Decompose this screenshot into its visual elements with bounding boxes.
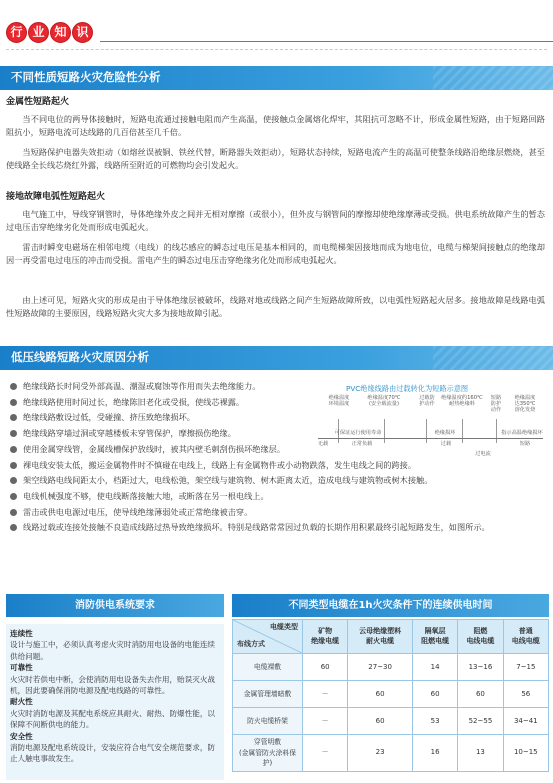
paragraph: 雷击时瞬变电磁场在相邻电缆（电线）的线芯感应的瞬态过电压是基本相同的，而电缆梯架因接地而成为地电位，电缆与梯架间接触点的绝缘却因一再受雷电过电压的冲击而受损。雷电产生的瞬态过电压击穿绝缘劣化处而形成电弧起火。 — [6, 242, 545, 265]
corner-label: 电缆类型 — [270, 623, 298, 631]
subheading-metallic-short: 金属性短路起火 — [6, 97, 70, 107]
requirement-text: 火灾时若供电中断，会使消防用电设备失去作用，贻误灭火战机，因此要确保消防电源及配电线路的可靠性。 — [10, 674, 216, 695]
bullet-icon — [10, 493, 17, 500]
list-item: 使用金属穿线管，金属线槽保护放线时，被其内壁毛刺刮伤损坏绝缘层。 — [10, 443, 295, 456]
table-cell: 13 — [458, 735, 503, 772]
table-row — [233, 735, 549, 772]
table-cell: 52~55 — [458, 708, 503, 735]
paragraph: 由上述可见，短路火灾的形成是由于导体绝缘层被破坏，线路对地或线路之间产生短路故障所致，以电弧性短路起火居多。接地故障是线路电弧性短路故障的主要原因，线路短路火灾大多为接地故障引起。 — [6, 295, 545, 318]
diagram-tick — [462, 419, 463, 443]
table-row — [233, 681, 549, 708]
table-cell: 60 — [303, 654, 348, 681]
table-header-row — [233, 620, 549, 654]
diagram-label: 过载防 护动作 — [419, 395, 435, 408]
diagram-axis — [318, 438, 543, 439]
requirement-text: 设计与施工中，必须认真考虑火灾时消防用电设备的电能连续供给问题。 — [10, 640, 216, 661]
column-header: 普通 电线电缆 — [503, 620, 548, 654]
table-cell: 34~41 — [503, 708, 548, 735]
table-cell: 27~30 — [348, 654, 413, 681]
bullet-icon — [10, 446, 17, 453]
table-row — [233, 708, 549, 735]
diagram-label: 无载 — [317, 441, 329, 447]
subheading-arc-short: 接地故障电弧性短路起火 — [6, 192, 106, 202]
requirement-heading: 安全性 — [10, 731, 33, 741]
requirement-text: 消防电源及配电系统设计，安装应符合电气安全规范要求，防止人触电事故发生。 — [10, 742, 216, 764]
paragraph: 当短路保护电器失效拒动（如熔丝误被铜、铁丝代替，断路器失效拒动），短路状态持续，短路电流产生的高温可使整条线路沿绝缘层燃烧，甚至使线路全长线芯烧红外露，线路所至附近的可燃物均会引发起火。 — [6, 147, 545, 170]
logo-char: 行 — [6, 22, 27, 43]
list-item: 绝缘线路使用时间过长，绝缘陈旧老化或受损，使线芯裸露。 — [10, 396, 295, 409]
table-cell: 60 — [348, 681, 413, 708]
list-item: 绝缘线路敷设过低，受碰撞、挤压致绝缘损坏。 — [10, 411, 295, 424]
requirement-heading: 连续性 — [10, 629, 33, 638]
column-header: 隔氧层 阻燃电缆 — [412, 620, 457, 654]
diagram-label: 绝缘温度70℃ (安全载流量) — [367, 395, 401, 408]
industry-knowledge-logo — [6, 22, 94, 44]
bullet-icon — [10, 462, 17, 469]
table-cell: 56 — [503, 681, 548, 708]
paragraph: 电气施工中，导线穿钢管时，导体绝缘外皮之间并无相对摩擦（或很小），但外皮与钢管间的摩擦却使绝缘摩薄或受损。供电系统故障产生的暂态过电压击穿绝缘劣化处而形成电弧起火。 — [6, 209, 545, 232]
table-cell: 16 — [412, 735, 457, 772]
bullet-icon — [10, 509, 17, 516]
diagram-label: 短路 防护 动作 — [490, 395, 502, 414]
table-cell: 14 — [412, 654, 457, 681]
row-label: 穿管明敷 (金属管防火涂料保护) — [233, 735, 303, 772]
paragraph: 当不同电位的两导体接触时，短路电流通过接触电阻而产生高温，使接触点金属熔化焊牢，其阻抗可忽略不计，形成金属性短路，由于短路回路阻抗小，短路电流可达线路的几百倍甚至几千倍。 — [6, 114, 545, 137]
row-label: 防火电缆桥架 — [233, 708, 303, 735]
fire-power-requirements-body — [6, 624, 224, 780]
table-corner-cell — [233, 620, 303, 654]
table-cell: － — [303, 681, 348, 708]
requirement-text: 火灾时消防电源及其配电系统应具耐火、耐热、防爆性能，以保障不间断供电的能力。 — [10, 708, 216, 730]
table-cell: 53 — [412, 708, 457, 735]
table-cell: 23 — [348, 735, 413, 772]
section-banner-short-causes: 低压线路短路火灾原因分析 — [0, 346, 553, 370]
column-header: 矿物 绝缘电缆 — [303, 620, 348, 654]
diagram-title: PVC绝缘线路由过载转化为短路示意图 — [346, 384, 469, 393]
diagram-label: 指示高温绝缘损坏 — [501, 430, 543, 436]
row-label: 金属管理墙暗敷 — [233, 681, 303, 708]
list-item: 裸电线安装太低，搬运金属物件时不慎碰在电线上，线路上有金属物件或小动物跌落，发生电线之间的跨接。 — [10, 459, 545, 472]
diagram-label: 正常负载 — [351, 441, 373, 447]
logo-char: 识 — [72, 22, 93, 43]
bullet-icon — [10, 524, 17, 531]
table-row — [233, 654, 549, 681]
header-rule — [100, 41, 553, 42]
table-cell: 60 — [412, 681, 457, 708]
table-cell: － — [303, 735, 348, 772]
bullet-icon — [10, 430, 17, 437]
section-banner-fire-risk: 不同性质短路火灾危险性分析 — [0, 66, 553, 90]
bullet-icon — [10, 414, 17, 421]
column-header: 云母绝缘塑料 耐火电缆 — [348, 620, 413, 654]
requirement-heading: 耐火性 — [10, 697, 33, 707]
diagram-label: 绝缘损坏 — [434, 430, 456, 436]
logo-char: 业 — [28, 22, 49, 43]
cable-supply-time-table — [232, 619, 549, 772]
table-cell: 60 — [458, 681, 503, 708]
diagram-label: 短路 — [519, 441, 531, 447]
list-item: 绝缘线路穿墙过洞或穿越楼板未穿管保护，摩擦损伤绝缘。 — [10, 427, 295, 440]
requirement-heading: 可靠性 — [10, 663, 33, 673]
corner-label: 布线方式 — [237, 640, 265, 649]
row-label: 电缆裸敷 — [233, 654, 303, 681]
table-cell: 7~15 — [503, 654, 548, 681]
list-item: 雷击或供电电源过电压，使导线绝缘薄弱处或正常绝缘被击穿。 — [10, 506, 545, 519]
table-cell: － — [303, 708, 348, 735]
pvc-overload-diagram — [298, 383, 548, 465]
diagram-label: 可保证运行使用寿命 — [334, 430, 382, 436]
diagram-label: 绝缘温度 达350℃ 溶化发烧 — [514, 395, 536, 414]
bullet-icon — [10, 383, 17, 390]
column-header: 阻燃 电线电缆 — [458, 620, 503, 654]
bullet-icon — [10, 477, 17, 484]
diagram-label: 过电流 — [475, 451, 491, 457]
logo-char: 知 — [50, 22, 71, 43]
list-item: 架空线路电线间距太小，档距过大，电线松弛，架空线与建筑物、树木距离太近，造成电线与建筑物或树木接触。 — [10, 474, 545, 487]
table-cell: 10~15 — [503, 735, 548, 772]
header-divider — [6, 49, 547, 50]
list-item: 绝缘线路长时间受外部高温、潮湿或腐蚀等作用而失去绝缘能力。 — [10, 380, 295, 393]
table-cell: 13~16 — [458, 654, 503, 681]
table-cell: 60 — [348, 708, 413, 735]
diagram-label: 绝缘温度 环境温度 — [328, 395, 350, 408]
diagram-label: 绝缘温度约160℃ 耐热绝缘料 — [441, 395, 483, 408]
fire-power-requirements-heading: 消防供电系统要求 — [6, 594, 224, 617]
cable-table-heading: 不同类型电缆在1h火灾条件下的连续供电时间 — [232, 594, 549, 617]
diagram-tick — [426, 419, 427, 443]
list-item: 电线机械强度不够，使电线断落接触大地，或断落在另一根电线上。 — [10, 490, 545, 503]
list-item: 线路过载或连接处接触不良造成线路过热导致绝缘损坏。特别是线路常常因过负载的长期作用积累最终引起短路发生，如图所示。 — [10, 521, 545, 534]
diagram-label: 过载 — [440, 441, 452, 447]
bullet-icon — [10, 399, 17, 406]
